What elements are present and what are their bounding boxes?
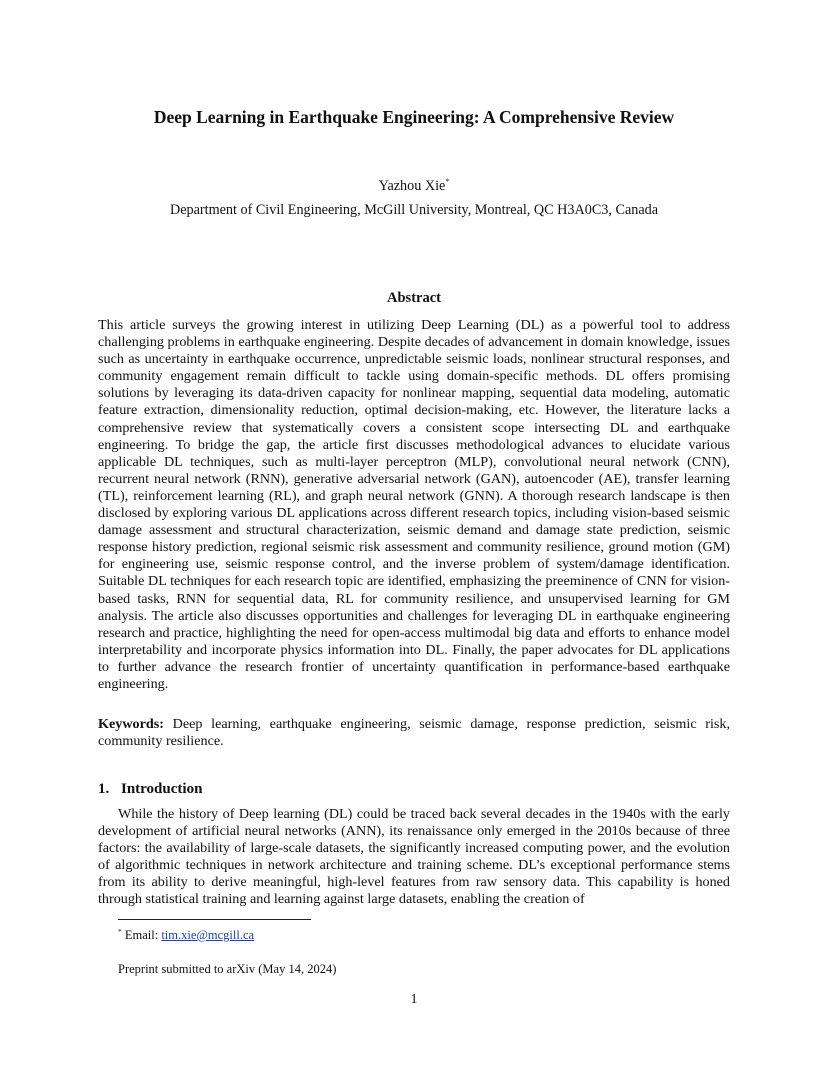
footnote (118, 927, 254, 943)
keywords-text: Deep learning, earthquake engineering, seismic damage, response prediction, seismic risk, community resilience. (98, 716, 730, 750)
author-line (0, 177, 828, 195)
keywords (98, 716, 730, 750)
footnote-email-label: Email: (124, 928, 159, 942)
section-heading-introduction (98, 780, 202, 799)
abstract-heading: Abstract (387, 290, 441, 306)
footnote-divider (118, 919, 311, 920)
email-link[interactable]: tim.xie@mcgill.ca (161, 928, 255, 942)
section-number: 1. (98, 781, 110, 797)
introduction-paragraph: While the history of Deep learning (DL) could be traced back several decades in the 1940s with the early development of artificial neural networks (ANN), its renaissance only emerged in the 2010s because of three factors: the availability of large-scale datasets, the significantly increased computing power, and the evolution of algorithmic techniques in network architecture and training scheme. DL’s exceptional performance stems from its ability to derive meaningful, high-level features from raw sensory data. This capability is honed through statistical training and learning against large datasets, enabling the creation of (98, 806, 730, 908)
author-footnote-mark: * (445, 177, 450, 186)
abstract-text: This article surveys the growing interest in utilizing Deep Learning (DL) as a powerful tool to address challenging problems in earthquake engineering. Despite decades of advancement in domain knowledge, issues such as uncertainty in earthquake occurrence, unpredictable seismic loads, nonlinear structural responses, and community engagement remain difficult to tackle using domain-specific methods. DL offers promising solutions by leveraging its data-driven capacity for nonlinear mapping, sequential data modeling, automatic feature extraction, dimensionality reduction, optimal decision-making, etc. However, the literature lacks a comprehensive review that systematically covers a consistent scope intersecting DL and earthquake engineering. To bridge the gap, the article first discusses methodological advances to elucidate various applicable DL techniques, such as multi-layer perceptron (MLP), convolutional neural network (CNN), recurrent neural network (RNN), generative adversarial network (GAN), autoencoder (AE), transfer learning (TL), reinforcement learning (RL), and graph neural network (GNN). A thorough research landscape is then disclosed by exploring various DL applications across different research topics, including vision-based seismic damage assessment and structural characterization, seismic demand and damage state prediction, seismic response history prediction, regional seismic risk assessment and community resilience, ground motion (GM) for engineering use, seismic response control, and the inverse problem of system/damage identification. Suitable DL techniques for each research topic are identified, emphasizing the preeminence of CNN for vision-based tasks, RNN for sequential data, RL for community resilience, and unsupervised learning for GM analysis. The article also discusses opportunities and challenges for leveraging DL in earthquake engineering research and practice, highlighting the need for open-access multimodal big data and efforts to enhance model interpretability and incorporate physics information into DL. Finally, the paper advocates for DL applications to further advance the research frontier of uncertainty quantification in performance-based earthquake engineering. (98, 317, 730, 692)
keywords-label: Keywords: (98, 716, 164, 732)
author-affiliation: Department of Civil Engineering, McGill University, Montreal, QC H3A0C3, Canada (169, 202, 659, 218)
paper-title: Deep Learning in Earthquake Engineering: A Comprehensive Review (153, 107, 675, 127)
section-title: Introduction (121, 781, 203, 797)
preprint-note: Preprint submitted to arXiv (May 14, 2024) (118, 962, 337, 976)
page-number: 1 (410, 992, 418, 1007)
footnote-mark: * (118, 927, 122, 936)
author-name: Yazhou Xie (378, 178, 446, 194)
